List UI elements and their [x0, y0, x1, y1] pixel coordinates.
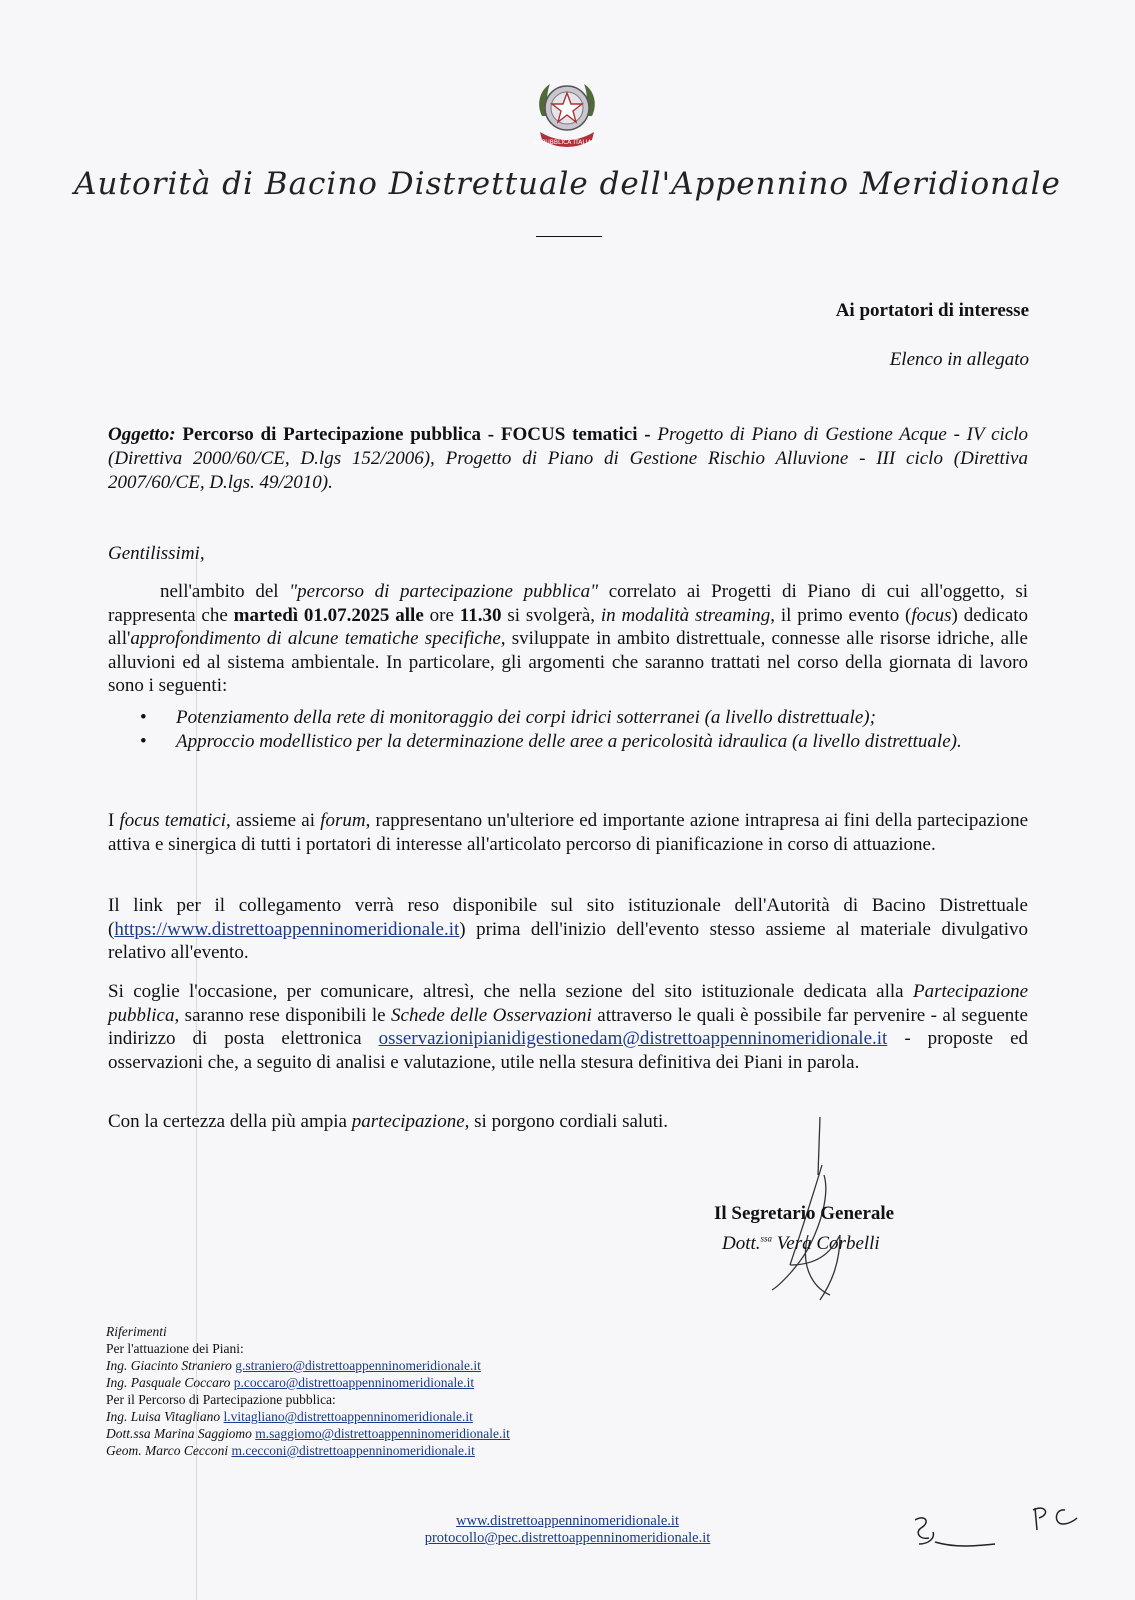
- subject-bold: Percorso di Partecipazione pubblica - FOCUS tematici -: [182, 424, 651, 445]
- signer-prefix: Dott.: [722, 1233, 761, 1254]
- list-item: • Approccio modellistico per la determinazione delle aree a pericolosità idraulica (a livello distrettuale).: [108, 730, 1028, 754]
- organization-name: Autorità di Bacino Distrettuale dell'Appennino Meridionale: [74, 166, 1061, 202]
- footer-website-link[interactable]: www.distrettoappenninomeridionale.it: [456, 1513, 679, 1529]
- p3-text: Il link per il collegamento verrà reso disponibile sul sito istituzionale dell'Autorità di Bacino Distrettuale (: [108, 895, 1028, 940]
- event-time: 11.30: [459, 604, 502, 626]
- p2-text: I: [108, 810, 115, 831]
- subject-label: Oggetto: [108, 424, 170, 445]
- references-section: Per l'attuazione dei Piani:: [106, 1341, 244, 1356]
- p1-italic: in modalità streaming: [600, 604, 771, 626]
- contact-name: Ing. Luisa Vitagliano: [106, 1409, 221, 1424]
- references-heading: Riferimenti: [106, 1324, 167, 1339]
- p1-text: correlato ai Progetti di Piano di cui all'oggetto, si rappresenta che: [108, 581, 1029, 626]
- footer-pec-link[interactable]: protocollo@pec.distrettoappenninomeridionale.it: [424, 1530, 711, 1546]
- header-divider: [536, 236, 602, 237]
- website-link[interactable]: https://www.distrettoappenninomeridionale.it: [114, 918, 460, 940]
- p4-text: - proposte ed osservazioni che, a seguito di analisi e valutazione, utile nella stesura definitiva dei Piani in parola.: [108, 1028, 1028, 1073]
- greeting: Gentilissimi,: [108, 543, 205, 564]
- emblem-ribbon-text: [532, 134, 602, 148]
- p1-text: ore: [429, 604, 454, 626]
- p4-italic: Partecipazione pubblica: [108, 981, 1028, 1026]
- signer-fullname: Vera Corbelli: [776, 1233, 880, 1254]
- svg-text:REPUBBLICA ITALIANA: REPUBBLICA ITALIANA: [533, 139, 601, 146]
- p1-text: nell'ambito del: [160, 581, 279, 602]
- contact-name: Geom. Marco Cecconi: [106, 1443, 229, 1458]
- paragraph-4: [108, 980, 1028, 1074]
- p2-text: , assieme ai: [226, 810, 315, 831]
- enclosure-note: Elenco in allegato: [889, 349, 1029, 370]
- p1-italic: "percorso di partecipazione pubblica": [289, 581, 599, 602]
- closing-text: , si porgono cordiali saluti.: [464, 1111, 669, 1132]
- list-item: [106, 1408, 510, 1425]
- event-date: martedì 01.07.2025 alle: [233, 604, 424, 626]
- p1-italic: focus: [911, 604, 952, 626]
- list-item: [106, 1442, 510, 1459]
- contact-name: Dott.ssa Marina Saggiomo: [106, 1426, 252, 1441]
- p3-text: ) prima dell'inizio dell'evento stesso assieme al materiale divulgativo relativo all'evento.: [108, 918, 1028, 963]
- handwritten-initials: [915, 1500, 1115, 1560]
- contact-email-link[interactable]: m.saggiomo@distrettoappenninomeridionale.it: [255, 1426, 510, 1441]
- p1-text: sviluppate in ambito distrettuale, connesse alle risorse idriche, alle alluvioni ed al sistema ambientale. In particolare, gli argomenti che saranno trattati nel corso della giornata di lavoro sono i seguenti:: [108, 628, 1028, 696]
- p1-text: ) dedicato all': [108, 604, 1029, 649]
- p4-text: attraverso le quali è possibile far pervenire - al seguente indirizzo di posta elettronica: [108, 1004, 1028, 1049]
- list-item: [106, 1374, 510, 1391]
- signer-prefix-sup: ssa: [760, 1233, 773, 1244]
- subject-italic: Progetto di Piano di Gestione Acque - IV ciclo (Direttiva 2000/60/CE, D.lgs 152/2006), Progetto di Piano di Gestione Rischio Alluvione - III ciclo (Direttiva 2007/60/CE, D.lgs. 49/2010).: [108, 424, 1028, 493]
- recipient: Ai portatori di interesse: [835, 300, 1029, 321]
- p1-text: si svolgerà,: [507, 604, 596, 626]
- list-item: [106, 1425, 510, 1442]
- p4-italic: Schede delle Osservazioni: [391, 1004, 592, 1026]
- paragraph-3: [108, 894, 1028, 965]
- p2-text: , rappresentano un'ulteriore ed importante azione intrapresa ai fini della partecipazione attiva e sinergica di tutti i portatori di interesse all'articolato percorso di pianificazione in corso di attuazione.: [108, 810, 1029, 855]
- p2-italic: focus tematici: [119, 810, 227, 831]
- contact-name: Ing. Giacinto Straniero: [106, 1358, 232, 1373]
- signer-title: Il Segretario Generale: [714, 1203, 895, 1224]
- observations-email-link[interactable]: osservazionipianidigestionedam@distrettoappenninomeridionale.it: [378, 1028, 888, 1049]
- list-item: • Potenziamento della rete di monitoraggio dei corpi idrici sotterranei (a livello distrettuale);: [108, 706, 1028, 730]
- closing-paragraph: [108, 1110, 1028, 1134]
- contact-name: Ing. Pasquale Coccaro: [106, 1375, 231, 1390]
- p4-text: Si coglie l'occasione, per comunicare, altresì, che nella sezione del sito istituzionale dedicata alla: [108, 981, 904, 1002]
- closing-italic: partecipazione: [351, 1111, 465, 1132]
- p2-italic: forum: [320, 810, 366, 831]
- paragraph-1: [108, 580, 1028, 698]
- signer-name: [722, 1233, 880, 1255]
- p4-text: , saranno rese disponibili le: [174, 1004, 386, 1026]
- topics-list: [108, 706, 1028, 753]
- p1-text: , il primo evento (: [770, 604, 912, 626]
- list-item: [106, 1357, 510, 1374]
- subject-colon: :: [169, 424, 176, 445]
- paragraph-2: [108, 809, 1028, 856]
- p1-italic: approfondimento di alcune tematiche specifiche,: [130, 628, 506, 649]
- contact-email-link[interactable]: p.coccaro@distrettoappenninomeridionale.it: [233, 1375, 475, 1390]
- subject-block: [108, 423, 1028, 495]
- contact-email-link[interactable]: l.vitagliano@distrettoappenninomeridionale.it: [223, 1409, 473, 1424]
- contact-email-link[interactable]: m.cecconi@distrettoappenninomeridionale.it: [231, 1443, 475, 1458]
- references-section: Per il Percorso di Partecipazione pubblica:: [106, 1392, 336, 1407]
- closing-text: Con la certezza della più ampia: [108, 1111, 347, 1132]
- references-block: [106, 1323, 510, 1459]
- contact-email-link[interactable]: g.straniero@distrettoappenninomeridionale.it: [235, 1358, 481, 1373]
